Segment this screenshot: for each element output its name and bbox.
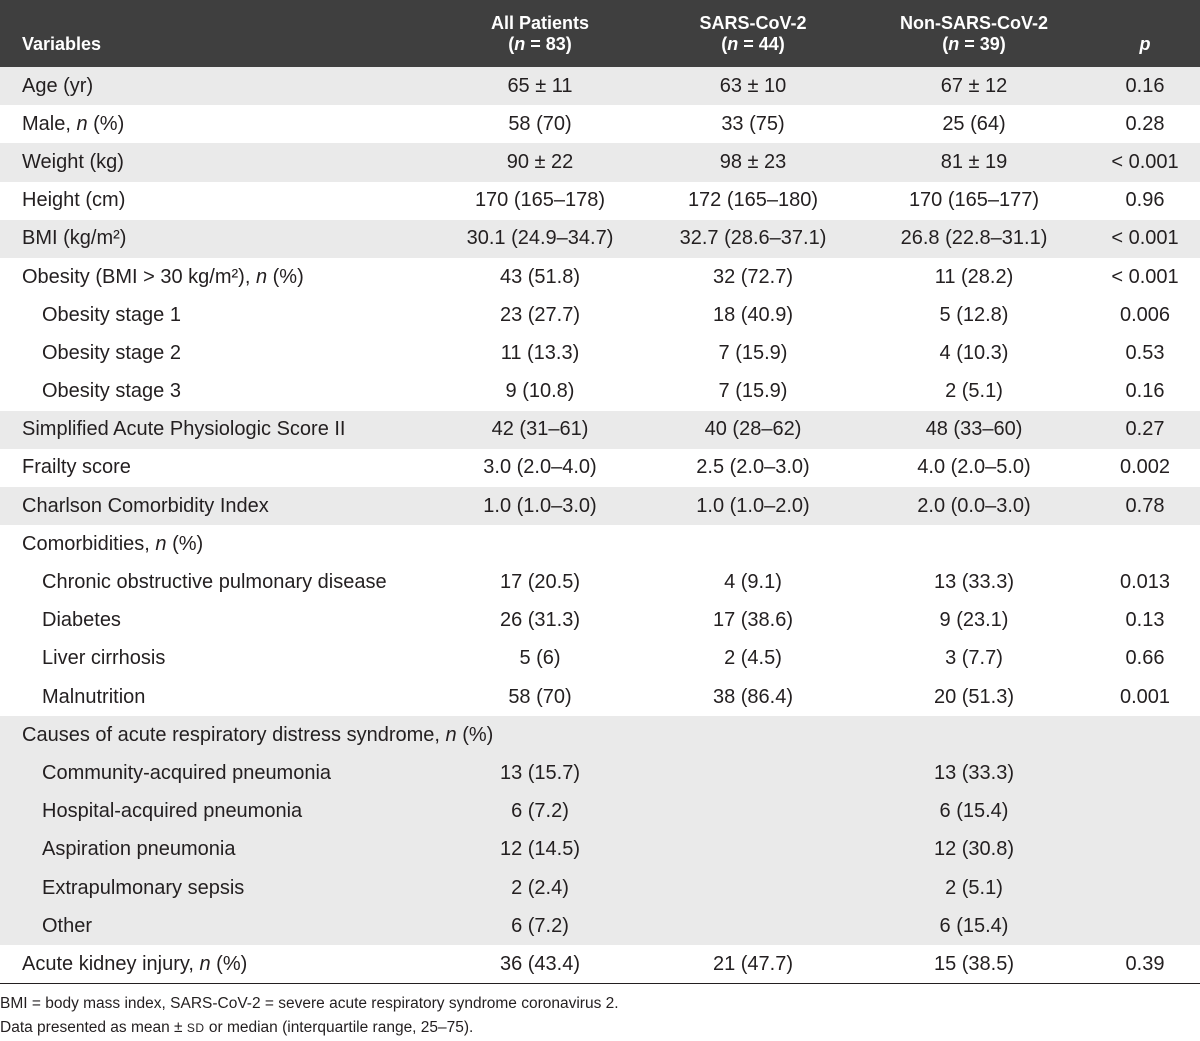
cell-non-sars: 15 (38.5) (858, 945, 1090, 983)
cell-non-sars (858, 716, 1090, 754)
cell-p-value: 0.006 (1119, 303, 1171, 326)
cell-all-patients: 17 (20.5) (499, 571, 581, 594)
cell-non-sars: 170 (165–177) (908, 189, 1040, 212)
table-row (0, 945, 1200, 983)
table-row (0, 563, 1200, 601)
cell-sars: 4 (9.1) (724, 571, 782, 594)
header-non-sars-label: Non-SARS-CoV-2 (900, 13, 1048, 33)
header-non-sars (858, 0, 1090, 67)
cell-p-value (1090, 716, 1200, 754)
row-label: Liver cirrhosis (42, 647, 166, 670)
cell-non-sars: 2 (5.1) (945, 876, 1003, 899)
cell-non-sars: 11 (28.2) (934, 265, 1014, 288)
header-p-label: p (1139, 34, 1151, 54)
cell-non-sars (858, 525, 1090, 563)
footnote-data-suffix: or median (interquartile range, 25–75). (204, 1019, 474, 1036)
cell-non-sars: 48 (33–60) (925, 418, 1023, 441)
cell-all-patients: 58 (70) (508, 112, 572, 135)
cell-non-sars: 6 (15.4) (939, 914, 1009, 937)
cell-non-sars: 12 (30.8) (933, 838, 1015, 861)
cell-all-patients: 13 (15.7) (499, 761, 581, 784)
cell-sars: 32 (72.7) (712, 265, 794, 288)
cell-all-patients: 170 (165–178) (474, 189, 606, 212)
header-sars (648, 0, 858, 67)
cell-non-sars: 13 (33.3) (933, 571, 1015, 594)
cell-non-sars: 2 (5.1) (945, 380, 1003, 403)
row-label: Simplified Acute Physiologic Score II (22, 418, 346, 441)
cell-all-patients: 23 (27.7) (499, 303, 581, 326)
row-label: Aspiration pneumonia (42, 838, 236, 861)
table-row (0, 907, 1200, 945)
cell-non-sars: 3 (7.7) (945, 647, 1003, 670)
cell-non-sars: 20 (51.3) (933, 685, 1015, 708)
table-row (0, 334, 1200, 372)
cell-sars: 40 (28–62) (704, 418, 802, 441)
cell-non-sars: 81 ± 19 (940, 150, 1008, 173)
cell-p-value (1090, 793, 1200, 831)
cell-p-value (1090, 754, 1200, 792)
header-sars-label: SARS-CoV-2 (699, 13, 807, 33)
cell-all-patients: 36 (43.4) (432, 945, 648, 983)
cell-p-value: 0.66 (1125, 647, 1165, 670)
cell-all-patients (432, 525, 648, 563)
table-row (0, 678, 1200, 716)
header-row (0, 0, 1200, 67)
row-label: BMI (kg/m²) (22, 227, 127, 250)
cell-all-patients: 43 (51.8) (499, 265, 581, 288)
cell-all-patients: 26 (31.3) (499, 609, 581, 632)
table-row (0, 869, 1200, 907)
cell-all-patients: 30.1 (24.9–34.7) (466, 227, 614, 250)
cell-non-sars: 4 (10.3) (939, 341, 1009, 364)
row-label: Chronic obstructive pulmonary disease (42, 571, 387, 594)
header-sars-n: (n = 44) (721, 34, 785, 54)
row-label: Charlson Comorbidity Index (22, 494, 269, 517)
header-variables: Variables (22, 34, 102, 54)
cell-sars: 63 ± 10 (719, 74, 787, 97)
cell-p-value: 0.16 (1125, 74, 1165, 97)
cell-p-value: 0.27 (1125, 418, 1165, 441)
cell-all-patients: 58 (70) (508, 685, 572, 708)
cell-sars: 98 ± 23 (719, 150, 787, 173)
row-label: Malnutrition (42, 685, 146, 708)
cell-all-patients: 42 (31–61) (491, 418, 589, 441)
cell-all-patients: 1.0 (1.0–3.0) (483, 494, 597, 517)
table-row (0, 640, 1200, 678)
cell-all-patients: 2 (2.4) (511, 876, 569, 899)
table-row (0, 754, 1200, 792)
cell-all-patients: 6 (7.2) (511, 914, 569, 937)
cell-all-patients: 5 (6) (519, 647, 561, 670)
footnote-abbreviations: BMI = body mass index, SARS-CoV-2 = severe acute respiratory syndrome coronavirus 2. (0, 995, 619, 1012)
table-row (0, 373, 1200, 411)
row-label: Male, n (%) (22, 112, 125, 135)
footnote-data-presentation (0, 1016, 1200, 1040)
cell-p-value: 0.002 (1119, 456, 1171, 479)
table-row (0, 143, 1200, 181)
cell-sars: 172 (165–180) (687, 189, 819, 212)
cell-non-sars: 2.0 (0.0–3.0) (917, 494, 1031, 517)
row-label: Diabetes (42, 609, 121, 632)
table-row (0, 182, 1200, 220)
table-row (0, 258, 1200, 296)
cell-non-sars: 13 (33.3) (933, 761, 1015, 784)
row-label: Acute kidney injury, n (%) (0, 945, 432, 983)
cell-non-sars: 4.0 (2.0–5.0) (917, 456, 1031, 479)
cell-p-value: 0.001 (1119, 685, 1171, 708)
table-footnotes (0, 992, 1200, 1040)
cell-p-value: 0.16 (1125, 380, 1165, 403)
cell-p-value (1090, 907, 1200, 945)
cell-p-value: 0.013 (1119, 571, 1171, 594)
header-all-patients-label: All Patients (490, 13, 590, 33)
row-label: Weight (kg) (22, 150, 124, 173)
cell-p-value: < 0.001 (1111, 265, 1179, 288)
cell-p-value (1090, 869, 1200, 907)
table-row (0, 67, 1200, 105)
cell-p-value: < 0.001 (1111, 227, 1179, 250)
cell-non-sars: 26.8 (22.8–31.1) (900, 227, 1048, 250)
cell-sars: 33 (75) (721, 112, 785, 135)
cell-p-value: 0.13 (1125, 609, 1165, 632)
cell-all-patients: 90 ± 22 (506, 150, 574, 173)
header-all-patients-n: (n = 83) (508, 34, 572, 54)
cell-sars (648, 754, 858, 792)
table-row (0, 602, 1200, 640)
cell-sars: 32.7 (28.6–37.1) (679, 227, 827, 250)
footnote-data-prefix: Data presented as mean ± (0, 1019, 187, 1036)
table-row (0, 220, 1200, 258)
cell-all-patients: 6 (7.2) (511, 800, 569, 823)
header-all-patients (432, 0, 648, 67)
cell-p-value: 0.78 (1125, 494, 1165, 517)
table-body (0, 67, 1200, 984)
cell-p-value (1090, 525, 1200, 563)
cell-all-patients: 11 (13.3) (500, 341, 580, 364)
table-row (0, 716, 1200, 754)
table-row (0, 296, 1200, 334)
cell-sars: 17 (38.6) (712, 609, 794, 632)
table-row (0, 793, 1200, 831)
row-label: Extrapulmonary sepsis (42, 876, 245, 899)
cell-p-value: < 0.001 (1111, 150, 1179, 173)
row-label: Comorbidities, n (%) (22, 532, 204, 555)
row-label: Other (42, 914, 93, 937)
cell-sars (648, 869, 858, 907)
cell-sars (648, 716, 858, 754)
table-row (0, 831, 1200, 869)
cell-sars: 7 (15.9) (718, 380, 788, 403)
cell-non-sars: 9 (23.1) (939, 609, 1009, 632)
row-label: Hospital-acquired pneumonia (42, 800, 303, 823)
row-label: Frailty score (22, 456, 131, 479)
cell-non-sars: 6 (15.4) (939, 800, 1009, 823)
cell-sars: 2 (4.5) (724, 647, 782, 670)
row-label: Obesity stage 2 (42, 341, 181, 364)
table-row (0, 411, 1200, 449)
cell-non-sars: 67 ± 12 (940, 74, 1008, 97)
row-label: Height (cm) (22, 189, 126, 212)
cell-p-value: 0.53 (1125, 341, 1165, 364)
cell-p-value: 0.28 (1125, 112, 1165, 135)
table-header (0, 0, 1200, 67)
cell-sars (648, 793, 858, 831)
cell-p-value: 0.39 (1090, 945, 1200, 983)
cell-sars (648, 907, 858, 945)
cell-sars (648, 525, 858, 563)
row-label: Age (yr) (22, 74, 94, 97)
cell-all-patients: 65 ± 11 (507, 74, 573, 97)
cell-p-value (1090, 831, 1200, 869)
cell-sars: 38 (86.4) (712, 685, 794, 708)
cell-sars (648, 831, 858, 869)
cell-non-sars: 5 (12.8) (939, 303, 1009, 326)
table-row (0, 105, 1200, 143)
cell-all-patients: 3.0 (2.0–4.0) (483, 456, 597, 479)
cell-all-patients: 12 (14.5) (499, 838, 581, 861)
cell-sars: 7 (15.9) (718, 341, 788, 364)
row-label: Community-acquired pneumonia (42, 761, 332, 784)
footnote-sd: SD (186, 1021, 205, 1035)
header-p-value (1090, 0, 1200, 67)
cell-sars: 2.5 (2.0–3.0) (696, 456, 810, 479)
table-row (0, 525, 1200, 563)
row-label: Obesity (BMI > 30 kg/m²), n (%) (22, 265, 304, 288)
row-label: Obesity stage 1 (42, 303, 181, 326)
row-label: Causes of acute respiratory distress syndrome, n (%) (22, 723, 494, 746)
table-row (0, 449, 1200, 487)
cell-sars: 21 (47.7) (648, 945, 858, 983)
header-non-sars-n: (n = 39) (942, 34, 1006, 54)
cell-non-sars: 25 (64) (942, 112, 1006, 135)
table-row (0, 487, 1200, 525)
cell-all-patients: 9 (10.8) (505, 380, 575, 403)
cell-p-value: 0.96 (1125, 189, 1165, 212)
cell-sars: 18 (40.9) (712, 303, 794, 326)
row-label: Obesity stage 3 (42, 380, 181, 403)
cell-sars: 1.0 (1.0–2.0) (696, 494, 810, 517)
